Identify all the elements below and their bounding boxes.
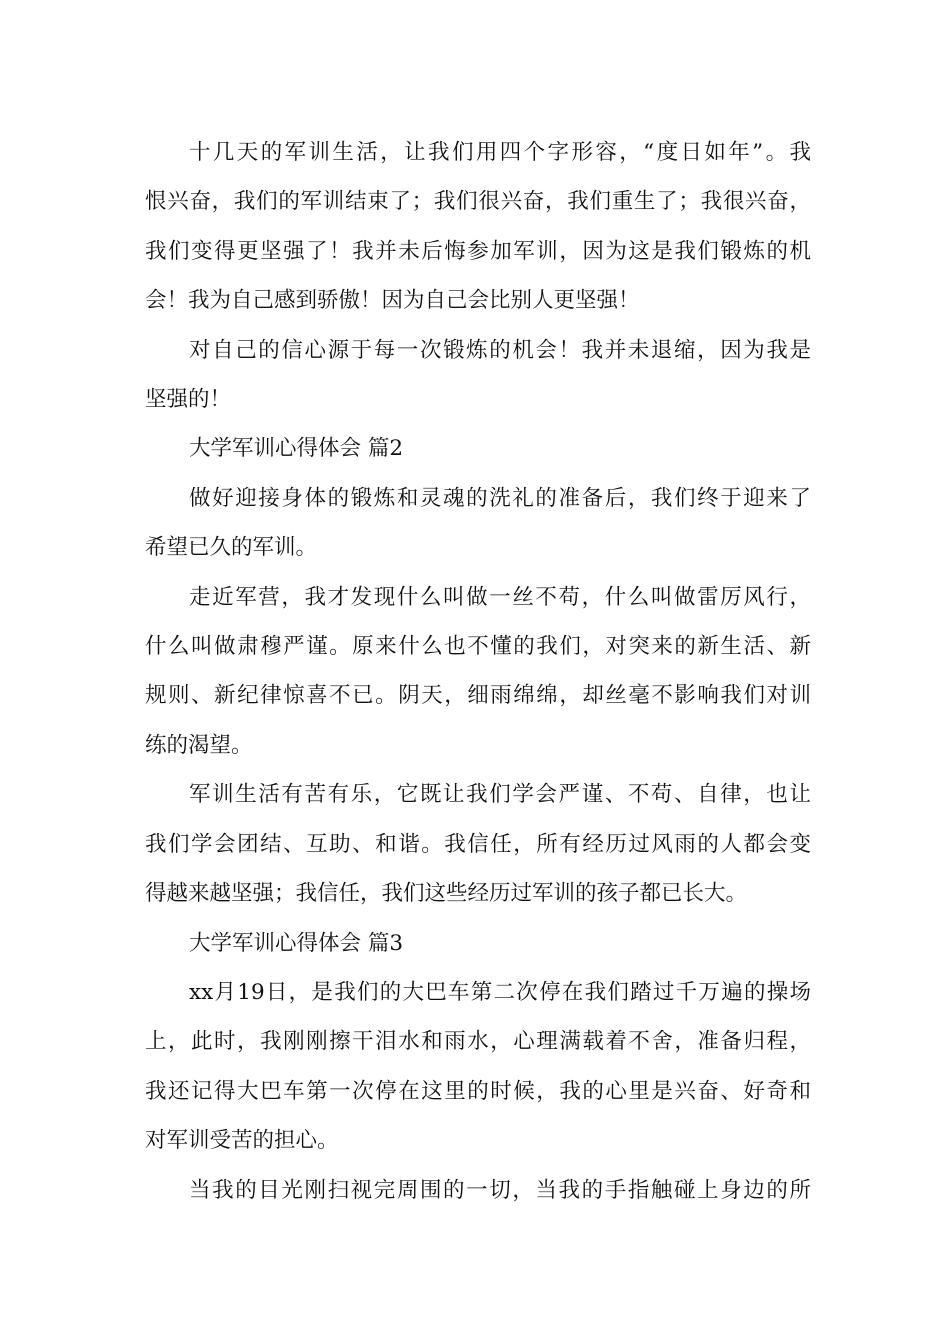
text-line: 练的渴望。 xyxy=(145,732,253,758)
text-line: 对军训受苦的担心。 xyxy=(145,1128,339,1154)
text-line: 坚强的！ xyxy=(145,387,232,413)
text-line: 什么叫做肃穆严谨。原来什么也不懂的我们，对突来的新生活、新 xyxy=(145,634,811,660)
text-line: 十几天的军训生活，让我们用四个字形容，“度日如年”。我 xyxy=(189,140,811,165)
section-heading-3: 大学军训心得体会 篇3 xyxy=(189,930,404,956)
paragraph-6 xyxy=(145,968,811,1166)
text-line: 当我的目光刚扫视完周围的一切，当我的手指触碰上身边的所 xyxy=(189,1177,811,1203)
text-line: 恨兴奋，我们的军训结束了；我们很兴奋，我们重生了；我很兴奋， xyxy=(145,189,811,215)
text-line: 对自己的信心源于每一次锻炼的机会！我并未退缩，因为我是 xyxy=(189,337,811,363)
text-line: 上，此时，我刚刚擦干泪水和雨水，心理满载着不舍，准备归程， xyxy=(145,1029,811,1055)
text-line: 我还记得大巴车第一次停在这里的时候，我的心里是兴奋、好奇和 xyxy=(145,1078,811,1104)
paragraph-1 xyxy=(145,128,811,326)
text-line: 会！我为自己感到骄傲！因为自己会比别人更坚强！ xyxy=(145,288,640,314)
paragraph-7 xyxy=(145,1166,811,1215)
text-line: 得越来越坚强；我信任，我们这些经历过军训的孩子都已长大。 xyxy=(145,881,748,907)
text-line: 我们变得更坚强了！我并未后悔参加军训，因为这是我们锻炼的机 xyxy=(145,238,811,264)
paragraph-5 xyxy=(145,770,811,918)
paragraph-3 xyxy=(145,474,811,573)
text-line: xx月19日，是我们的大巴车第二次停在我们踏过千万遍的操场 xyxy=(189,979,811,1005)
text-line: 走近军营，我才发现什么叫做一丝不苟，什么叫做雷厉风行， xyxy=(189,584,811,610)
paragraph-2 xyxy=(145,326,811,425)
document-body xyxy=(145,128,811,1215)
text-line: 我们学会团结、互助、和谐。我信任，所有经历过风雨的人都会变 xyxy=(145,831,811,857)
text-line: 军训生活有苦有乐，它既让我们学会严谨、不苟、自律，也让 xyxy=(189,782,811,808)
text-line: 做好迎接身体的锻炼和灵魂的洗礼的准备后，我们终于迎来了 xyxy=(189,485,811,511)
section-heading-2: 大学军训心得体会 篇2 xyxy=(189,436,404,462)
text-line: 规则、新纪律惊喜不已。阴天，细雨绵绵，却丝毫不影响我们对训 xyxy=(145,683,811,709)
paragraph-4 xyxy=(145,573,811,771)
text-line: 希望已久的军训。 xyxy=(145,535,318,561)
